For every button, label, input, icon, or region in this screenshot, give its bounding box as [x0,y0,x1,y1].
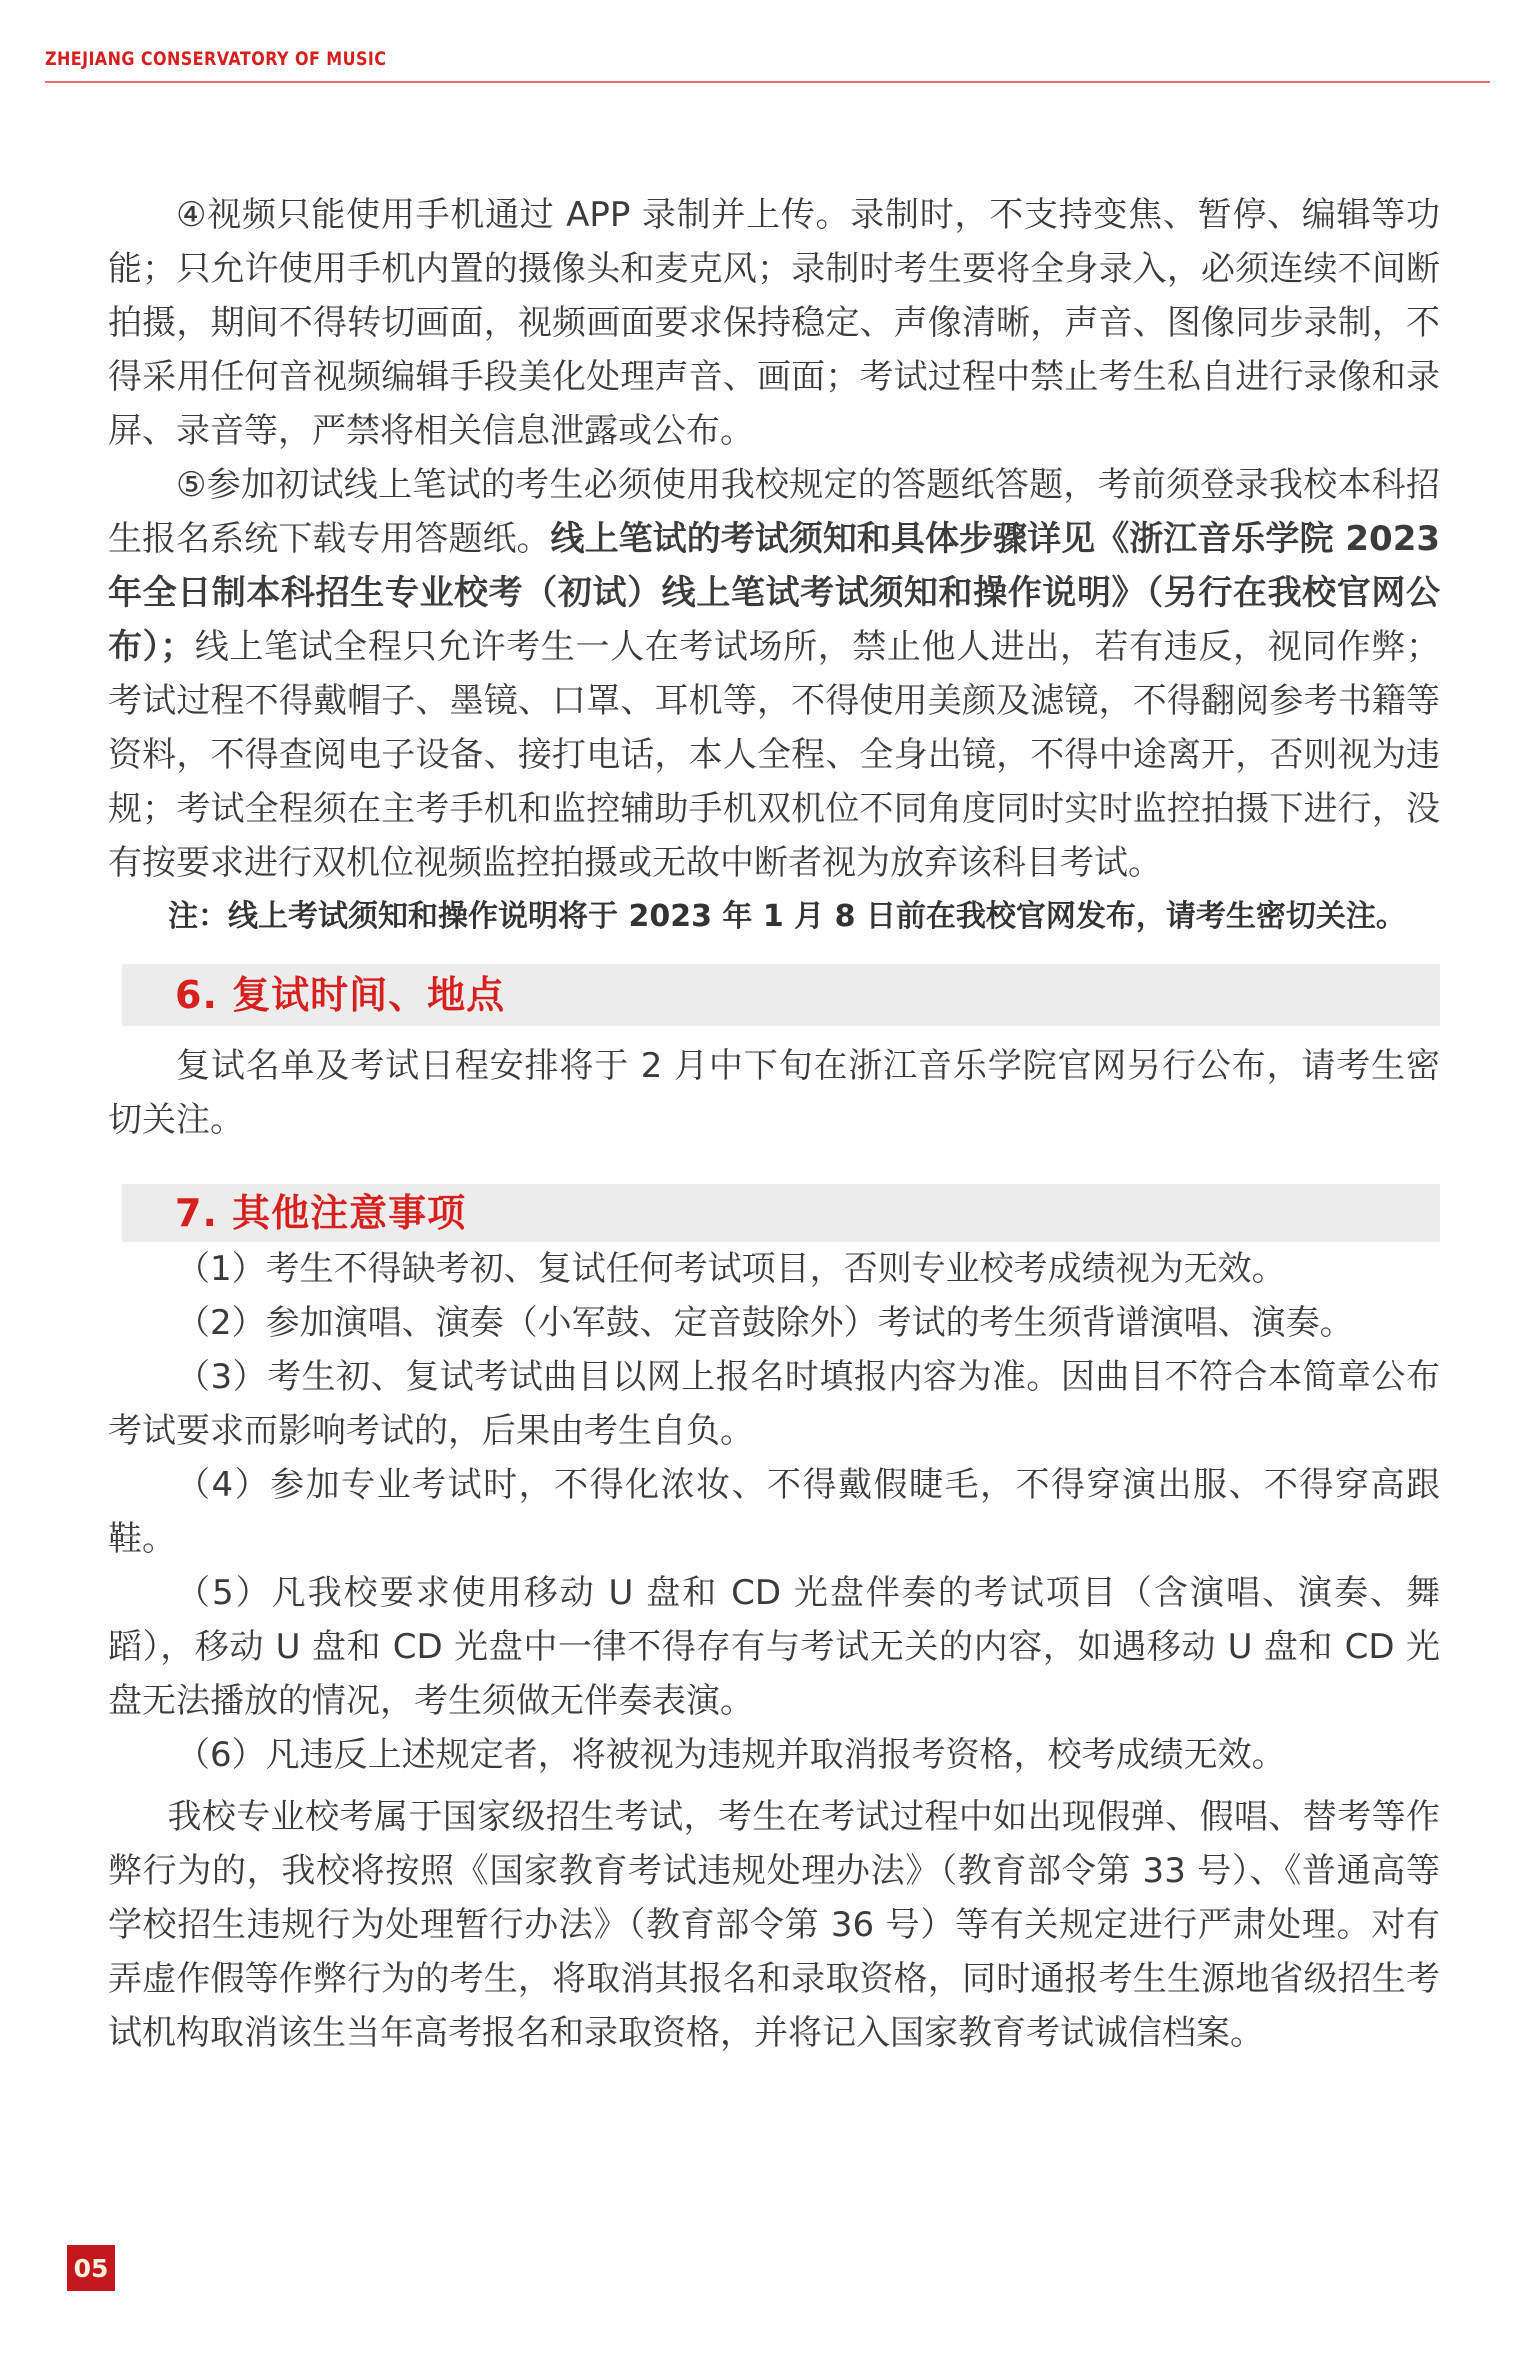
paragraph-video-rules: ④视频只能使用手机通过 APP 录制并上传。录制时，不支持变焦、暂停、编辑等功能；只允许使用手机内置的摄像头和麦克风；录制时考生要将全身录入，必须连续不间断拍摄，期间不得转切画面，视频画面要求保持稳定、声像清晰，声音、图像同步录制，不得采用任何音视频编辑手段美化处理声音、画面；考试过程中禁止考生私自进行录像和录屏、录音等，严禁将相关信息泄露或公布。 [108,195,1440,451]
section-6-header-bar [122,964,1440,1026]
written-test-rules-lead: ⑤参加初试线上笔试的考生必须使用我校规定的答题纸答题，考前须登录我校本科招生报名系统下载专用答题纸。 [108,465,1440,559]
section-6-body: 复试名单及考试日程安排将于 2 月中下旬在浙江音乐学院官网另行公布，请考生密切关注。 [108,1046,1440,1140]
paragraph-written-test-rules [108,458,1440,890]
masthead [45,48,1490,83]
header-rule-divider [45,81,1490,83]
written-test-rules-bold-reference: 线上笔试的考试须知和具体步骤详见《浙江音乐学院 2023 年全日制本科招生专业校考（初试）线上笔试考试须知和操作说明》（另行在我校官网公布）； [108,519,1441,667]
note-online-exam-instructions: 注：线上考试须知和操作说明将于 2023 年 1 月 8 日前在我校官网发布，请考生密切关注。 [168,899,1406,934]
section-7-item-5: （5）凡我校要求使用移动 U 盘和 CD 光盘伴奏的考试项目（含演唱、演奏、舞蹈），移动 U 盘和 CD 光盘中一律不得存有与考试无关的内容，如遇移动 U 盘和 CD 光盘无法播放的情况，考生须做无伴奏表演。 [108,1573,1440,1721]
institution-name: ZHEJIANG CONSERVATORY OF MUSIC [45,48,387,70]
section-6-title: 6. 复试时间、地点 [175,973,506,1017]
section-7-header-bar [122,1184,1440,1242]
document-body [108,188,1440,2060]
section-7-final-paragraph: 我校专业校考属于国家级招生考试，考生在考试过程中如出现假弹、假唱、替考等作弊行为的，我校将按照《国家教育考试违规处理办法》（教育部令第 33 号）、《普通高等学校招生违规行为处理暂行办法》（教育部令第 36 号）等有关规定进行严肃处理。对有弄虚作假等作弊行为的考生，将取消其报名和录取资格，同时通报考生生源地省级招生考试机构取消该生当年高考报名和录取资格，并将记入国家教育考试诚信档案。 [108,1797,1440,2053]
section-7-item-1: （1）考生不得缺考初、复试任何考试项目，否则专业校考成绩视为无效。 [176,1249,1286,1289]
section-7-title: 7. 其他注意事项 [175,1191,467,1235]
written-test-rules-tail: 线上笔试全程只允许考生一人在考试场所，禁止他人进出，若有违反，视同作弊；考试过程不得戴帽子、墨镜、口罩、耳机等，不得使用美颜及滤镜，不得翻阅参考书籍等资料，不得查阅电子设备、接打电话，本人全程、全身出镜，不得中途离开，否则视为违规；考试全程须在主考手机和监控辅助手机双机位不同角度同时实时监控拍摄下进行，没有按要求进行双机位视频监控拍摄或无故中断者视为放弃该科目考试。 [108,627,1441,883]
section-7-item-6: （6）凡违反上述规定者，将被视为违规并取消报考资格，校考成绩无效。 [176,1735,1286,1775]
section-7-item-3: （3）考生初、复试考试曲目以网上报名时填报内容为准。因曲目不符合本简章公布考试要求而影响考试的，后果由考生自负。 [108,1357,1440,1451]
section-7-item-2: （2）参加演唱、演奏（小军鼓、定音鼓除外）考试的考生须背谱演唱、演奏。 [176,1303,1354,1343]
section-7-item-4: （4）参加专业考试时，不得化浓妆、不得戴假睫毛，不得穿演出服、不得穿高跟鞋。 [108,1465,1440,1559]
page-number-badge: 05 [67,2245,115,2291]
